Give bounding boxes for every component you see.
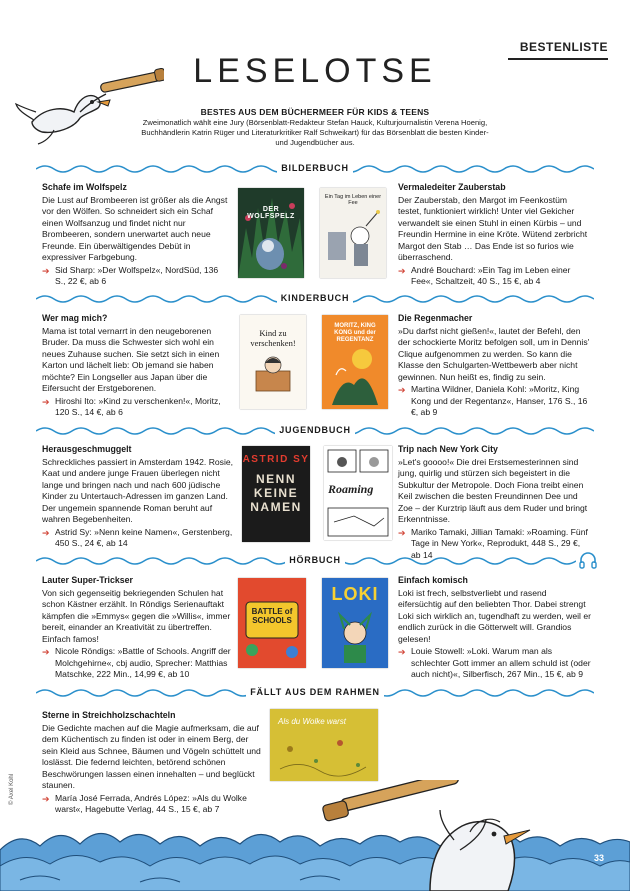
- entry-source: Astrid Sy: »Nenn keine Namen«, Gerstenberg, 450 S., 24 €, ab 14: [55, 526, 233, 549]
- entry-trickser: [42, 575, 232, 681]
- arrow-icon: ➔: [398, 647, 406, 658]
- entry-text: »Du darfst nicht gießen!«, lautet der Befehl, den der schockierte Moritz befolgen soll, um in Dennis' Clique aufgenommen zu werden. So kann die Klasse den Schulgarten-Wettbewerb aber nicht gewinnen. Nun heißt es, findig zu sein.: [398, 325, 590, 382]
- cover-title: Kind zu verschenken!: [250, 328, 296, 348]
- cover-art: [322, 605, 388, 665]
- cover-moritz: [322, 315, 388, 409]
- cover-wolfspelz: [238, 188, 304, 278]
- section-bilderbuch: [0, 162, 630, 176]
- entry-herausgeschmuggelt: [42, 444, 236, 550]
- entry-source: Sid Sharp: »Der Wolfspelz«, NordSüd, 136 S., 22 €, ab 6: [55, 264, 219, 287]
- entry-text: Die Lust auf Brombeeren ist größer als die Angst vor den Wölfen. So schneidert sich ein Schaf einen Wolfsanzug und findet nicht nur Brombeeren, sondern unerwartet auch neue Freunde. Ein überwältigendes Debüt in expressiver Farbgebung.: [42, 194, 228, 263]
- entry-source: Louie Stowell: »Loki. Warum man als schlechter Gott immer an allem schuld ist (oder auch nicht)«, Silberfisch, 267 Min., 15 €, ab 9: [411, 646, 591, 680]
- entry-komisch: [398, 575, 592, 681]
- arrow-icon: ➔: [42, 265, 50, 276]
- arrow-icon: ➔: [398, 527, 406, 538]
- section-rahmen: [0, 686, 630, 700]
- entry-wolfspelz: [42, 182, 230, 288]
- entry-text: Der Zauberstab, den Margot im Feenkostüm testet, funktioniert wirklich! Unter viel Gekicher verwandelt sie einen Stuhl in einen Kürbis – und Freundin Hermine in eine Kröte. Wütend zerbricht Margot den Stab … Das Ende ist so furios wie überraschend.: [398, 194, 588, 263]
- entry-text: Mama ist total vernarrt in den neugeborenen Bruder. Da muss die Schwester sich wohl ein neues Zuhause suchen. Sie setzt sich in einen Karton und lächelt lieb: Ob jemand sie haben möchte? Ein Longseller aus Japan über die Eifersucht der Erstgeborenen.: [42, 325, 220, 394]
- cover-title: LOKI: [331, 584, 379, 604]
- arrow-icon: ➔: [42, 793, 50, 804]
- section-label: FÄLLT AUS DEM RAHMEN: [246, 687, 384, 697]
- cover-kind: [240, 315, 306, 409]
- page-subtitle: BESTES AUS DEM BÜCHERMEER FÜR KIDS & TEENS: [200, 107, 430, 117]
- page-title: LESELOTSE: [193, 52, 437, 90]
- cover-nenn: [242, 446, 310, 542]
- cover-loki: [322, 578, 388, 668]
- entry-wermag: [42, 313, 234, 419]
- cover-battle: [238, 578, 306, 668]
- entry-source: Mariko Tamaki, Jillian Tamaki: »Roaming. Fünf Tage in New York«, Reprodukt, 448 S., 29 €, ab 14: [411, 526, 588, 560]
- entry-regenmacher: [398, 313, 590, 419]
- entry-newyork: [398, 444, 592, 561]
- cover-art: [320, 206, 386, 276]
- category-tag: BESTENLISTE: [519, 40, 608, 54]
- cover-author: ASTRID SY: [242, 454, 310, 465]
- cover-title: Als du Wolke warst: [278, 717, 347, 726]
- entry-source: André Bouchard: »Ein Tag im Leben einer Fee«, Schaltzeit, 40 S., 15 €, ab 4: [411, 264, 571, 287]
- cover-wolke: [270, 709, 378, 781]
- entry-title: Sterne in Streichholzschachteln: [42, 710, 176, 720]
- cover-zauberstab: [320, 188, 386, 278]
- entry-source: Nicole Röndigs: »Battle of Schools. Angriff der Molchgehirne«, cbj audio, Sprecher: Matthias Matschke, 222 Min., 14,99 €, ab 10: [55, 646, 231, 680]
- entry-title: Die Regenmacher: [398, 313, 473, 323]
- cover-art: [240, 349, 306, 399]
- entry-title: Wer mag mich?: [42, 313, 108, 323]
- entry-source: Martina Wildner, Daniela Kohl: »Moritz, King Kong und der Regentanz«, Hanser, 176 S., 16 €, ab 9: [411, 384, 588, 418]
- cover-art: [322, 345, 388, 405]
- entry-title: Trip nach New York City: [398, 444, 498, 454]
- entry-title: Herausgeschmuggelt: [42, 444, 132, 454]
- arrow-icon: ➔: [398, 265, 406, 276]
- cover-title: BATTLE of SCHOOLS: [251, 607, 293, 625]
- entry-title: Lauter Super-Trickser: [42, 575, 133, 585]
- entry-text: »Let's goooo!« Die drei Erstsemesterinnen sind jung, quirlig und stürzen sich begeistert in die Subkultur der Metropole. Doch Fiona treibt einen Keil zwischen die besten Freundinnen Dee und Zoe – der Kurztrip läuft aus dem Ruder und bringt Erkenntnisse.: [398, 456, 588, 525]
- cover-roaming: [324, 446, 392, 540]
- entry-title: Vermaledeiter Zauberstab: [398, 182, 506, 192]
- bird-telescope-illustration: [14, 60, 164, 145]
- entry-text: Loki ist frech, selbstverliebt und rasend eifersüchtig auf den beliebten Thor. Dabei strengt Loki sich wirklich an, tugendhaft zu werden, weil er endlich zurück in die Götterwelt will. Grandios gelesen!: [398, 587, 591, 644]
- cover-title: Roaming: [328, 482, 374, 496]
- section-kinderbuch: [0, 292, 630, 306]
- entry-title: Einfach komisch: [398, 575, 468, 585]
- page-number: 33: [593, 853, 604, 863]
- entry-zauberstab: [398, 182, 590, 288]
- entry-title: Schafe im Wolfspelz: [42, 182, 127, 192]
- arrow-icon: ➔: [398, 385, 406, 396]
- section-label: KINDERBUCH: [277, 293, 354, 303]
- arrow-icon: ➔: [42, 647, 50, 658]
- section-jugendbuch: [0, 424, 630, 438]
- section-label: JUGENDBUCH: [275, 425, 355, 435]
- image-credit: © Axel Kohl: [9, 773, 15, 805]
- bottom-sea-illustration: [0, 780, 630, 891]
- intro-text: Zweimonatlich wählt eine Jury (Börsenblatt-Redakteur Stefan Hauck, Kulturjournalistin Verena Hoenig, Buchhändlerin Katrin Rüger und Literaturkritiker Ralf Schweikart) für das Börsenblatt die besten Kinder- und Jugendbücher aus.: [141, 118, 489, 147]
- entry-source: María José Ferrada, Andrés López: »Als du Wolke warst«, Hagebutte Verlag, 44 S., 15 €, ab 7: [55, 792, 247, 815]
- section-label: HÖRBUCH: [285, 555, 345, 565]
- cover-title: Ein Tag im Leben einer Fee: [324, 194, 382, 207]
- cover-title: NENN KEINE NAMEN: [250, 472, 302, 514]
- cover-art: [238, 188, 304, 278]
- section-label: BILDERBUCH: [277, 163, 353, 173]
- entry-text: Die Gedichte machen auf die Magie aufmerksam, die auf dem Küchentisch zu finden ist oder in einem Berg, der sein Kleid aus Schnee, Bäumen und Vögeln schüttelt und loslässt. Die federnd leichten, betörend schönen Beschwörungen lassen einen innehalten – und beglückt staunen.: [42, 722, 261, 791]
- entry-source: Hiroshi Ito: »Kind zu verschenken!«, Moritz, 120 S., 14 €, ab 6: [55, 395, 221, 418]
- cover-title: MORITZ, KING KONG und der REGENTANZ: [334, 323, 376, 344]
- entry-text: Schreckliches passiert in Amsterdam 1942. Rosie, Kaat und andere junge Frauen überlegen nicht lange und bringen nach und nach 600 jüdische Kinder zu Untertauch-Adressen im ganzen Land. Der ungemein spannende Roman beruht auf wahren Begebenheiten.: [42, 456, 234, 525]
- cover-title: DER WOLFSPELZ: [247, 206, 295, 220]
- arrow-icon: ➔: [42, 396, 50, 407]
- entry-text: Von sich gegenseitig bekriegenden Schulen hat schon Kästner erzählt. In Röndigs Serienauftakt kämpfen die »Emmys« gegen die »Willis«, immer bereit, einander an Kreativität zu übertreffen. Einfach famos!: [42, 587, 231, 644]
- arrow-icon: ➔: [42, 527, 50, 538]
